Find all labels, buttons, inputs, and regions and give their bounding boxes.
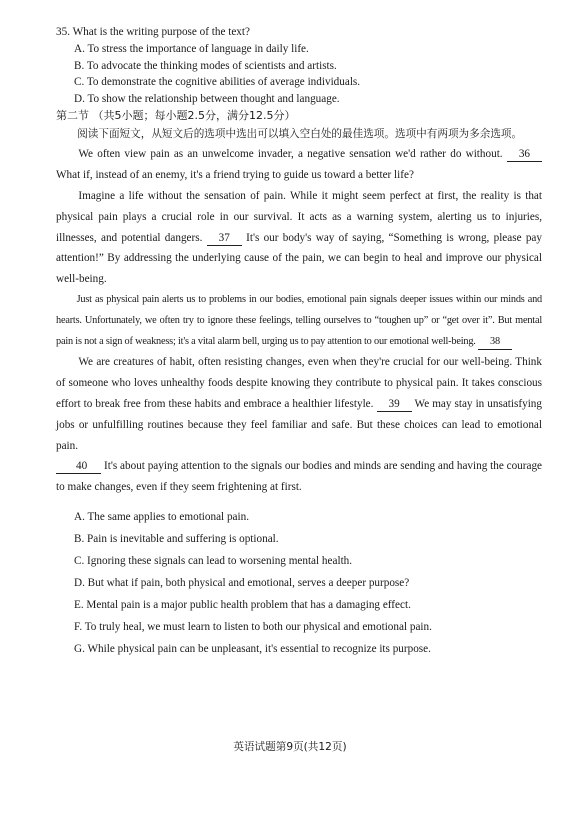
- passage-text: We may stay in unsatisfying jobs or unfulfilling routines because they feel familiar and safe. But these choices can lead to emotional pain.: [56, 398, 542, 452]
- page-content: [56, 24, 542, 660]
- question-35: [56, 24, 542, 108]
- passage-paragraph-3: [56, 290, 542, 352]
- answer-option-a: A. The same applies to emotional pain.: [74, 511, 250, 524]
- section-instruction: 阅读下面短文，从短文后的选项中选出可以填入空白处的最佳选项。选项中有两项为多余选项。: [77, 128, 523, 141]
- passage-paragraph-5: [56, 456, 542, 498]
- answer-option-e: E. Mental pain is a major public health problem that has a damaging effect.: [74, 599, 411, 612]
- blank-36: 36: [507, 147, 542, 162]
- question-option-b: B. To advocate the thinking modes of scientists and artists.: [74, 59, 337, 72]
- passage-text: Just as physical pain alerts us to problems in our bodies, emotional pain signals deeper issues within our minds and hearts. Unfortunately, we often try to ignore these feelings, telling ourselves to “toughen up” or “get over it”. But mental pain is not a sign of weakness; it's a vital alarm bell, urging us to pay attention to our emotional well-being.: [56, 294, 542, 347]
- passage-text: What if, instead of an enemy, it's a friend trying to guide us toward a better life?: [56, 169, 414, 182]
- answer-option-c: C. Ignoring these signals can lead to worsening mental health.: [74, 555, 353, 568]
- question-option-a: A. To stress the importance of language in daily life.: [74, 42, 309, 55]
- blank-40: 40: [56, 459, 101, 474]
- answer-option-d: D. But what if pain, both physical and emotional, serves a deeper purpose?: [74, 577, 410, 590]
- question-option-c: C. To demonstrate the cognitive abilities of average individuals.: [74, 76, 361, 89]
- passage-text: We often view pain as an unwelcome invader, a negative sensation we'd rather do without.: [78, 148, 503, 161]
- passage-paragraph-2: [56, 186, 542, 290]
- question-option-d: D. To show the relationship between thought and language.: [74, 93, 340, 106]
- answer-option-f: F. To truly heal, we must learn to listen to both our physical and emotional pain.: [74, 621, 432, 634]
- blank-37: 37: [207, 231, 242, 246]
- passage-text: It's our body's way of saying, “Something is wrong, please pay attention!” By addressing the underlying cause of the pain, we can begin to heal and improve our physical well-being.: [56, 231, 542, 286]
- section-title: 第二节 （共5小题；每小题2.5分，满分12.5分）: [56, 108, 296, 122]
- passage-paragraph-4: [56, 352, 542, 456]
- blank-39: 39: [377, 397, 412, 412]
- passage-text: It's about paying attention to the signals our bodies and minds are sending and having the courage to make changes, even if they seem frightening at first.: [56, 460, 543, 494]
- answer-options: [56, 506, 542, 660]
- blank-38: 38: [478, 335, 512, 350]
- answer-option-b: B. Pain is inevitable and suffering is optional.: [74, 533, 279, 546]
- passage: [56, 144, 542, 498]
- passage-text: Imagine a life without the sensation of pain. While it might seem perfect at first, the reality is that physical pain plays a crucial role in our survival. It acts as a warning system, alerting us to injuries, illnesses, and potential dangers.: [56, 190, 542, 244]
- passage-paragraph-1: [56, 144, 542, 186]
- answer-option-g: G. While physical pain can be unpleasant, it's essential to recognize its purpose.: [74, 643, 431, 656]
- question-stem: 35. What is the writing purpose of the text?: [56, 26, 250, 38]
- page-footer: 英语试题第9页(共12页): [233, 741, 347, 753]
- passage-text: We are creatures of habit, often resisting changes, even when they're crucial for our well-being. Think of someone who loves unhealthy foods despite knowing they contribute to physical pain. It takes conscious effort to break free from these habits and embrace a healthier lifestyle.: [56, 356, 542, 411]
